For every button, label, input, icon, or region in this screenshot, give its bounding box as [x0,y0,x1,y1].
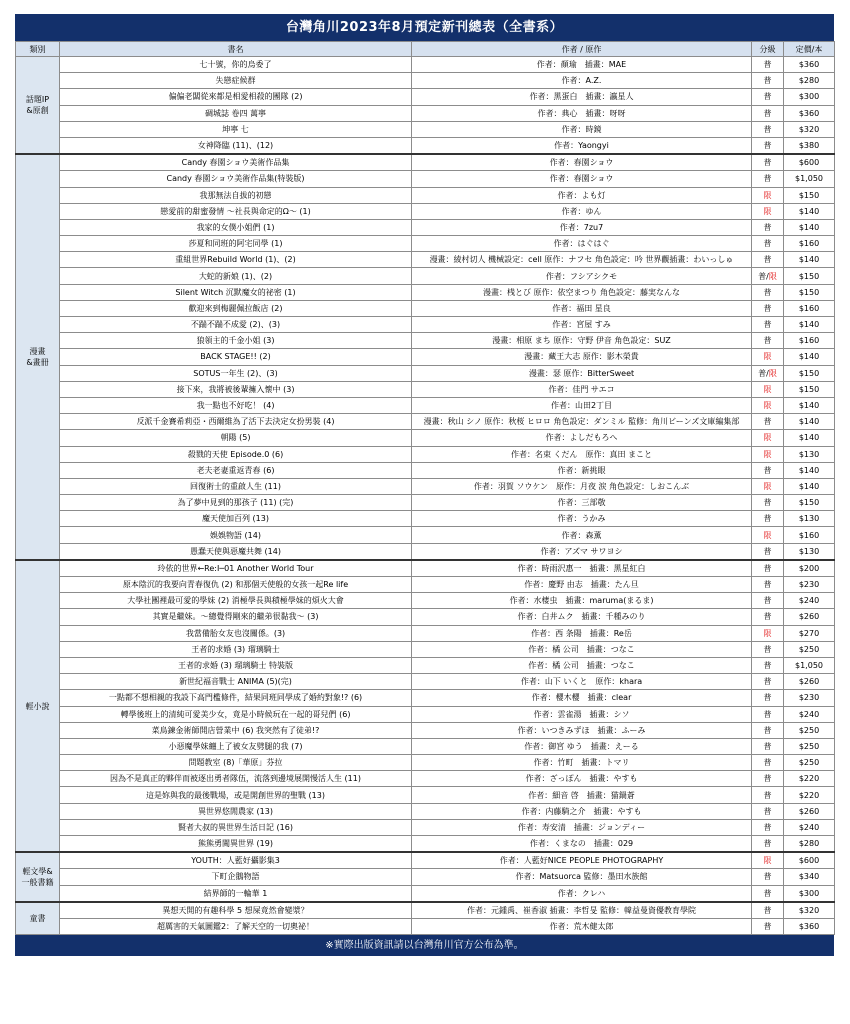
price-cell: $250 [784,641,835,657]
author-cell: 作者：アズマ サワヨシ [412,543,752,560]
rating-cell: 普 [752,300,784,316]
price-cell: $160 [784,236,835,252]
price-cell: $130 [784,543,835,560]
author-cell: 作者：元鍾禹、崔香淑 插畫：李哲旻 監修：韓益曼資優教育學院 [412,902,752,919]
table-row [16,609,835,625]
book-title-cell: 老夫老妻重返青春 (6) [60,462,412,478]
rating-cell: 普 [752,836,784,853]
book-title-cell: 我家的女僕小姐們 (1) [60,219,412,235]
rating-cell: 普 [752,706,784,722]
rating-cell: 限 [752,527,784,543]
table-row [16,89,835,105]
category-cell: 話題IP &原創 [16,57,60,155]
table-row [16,593,835,609]
price-cell: $250 [784,755,835,771]
rating-cell: 限 [752,446,784,462]
rating-cell: 普 [752,869,784,885]
price-cell: $230 [784,577,835,593]
book-title-cell: 我那無法自拔的初戀 [60,187,412,203]
author-cell: 作者：いつきみずほ 插畫：ふーみ [412,722,752,738]
table-row [16,252,835,268]
author-cell: 作者：福田 星良 [412,300,752,316]
author-cell: 作者：宮屋 すみ [412,317,752,333]
table-row [16,414,835,430]
table-row [16,527,835,543]
table-row [16,203,835,219]
table-row [16,511,835,527]
rating-cell: 限 [752,203,784,219]
rating-cell: 普 [752,803,784,819]
author-cell: 漫畫：秋山 シノ 原作：秋桜 ヒロロ 角色設定：ダンミル 監修：角川ビーンズ文庫編集部 [412,414,752,430]
table-row [16,690,835,706]
price-cell: $240 [784,593,835,609]
price-cell: $250 [784,738,835,754]
price-cell: $220 [784,787,835,803]
author-cell: 作者：雲雀湯 插畫：シソ [412,706,752,722]
book-title-cell: 新世紀福音戰士 ANIMA (5)(完) [60,674,412,690]
author-cell: 作者：西 条陽 插畫：Re岳 [412,625,752,641]
author-cell: 作者：荒木健太郎 [412,918,752,934]
rating-cell: 普 [752,219,784,235]
price-cell: $340 [784,869,835,885]
rating-cell: 普 [752,317,784,333]
author-cell: 作者：橘 公司 插畫：つなこ [412,641,752,657]
table-row [16,121,835,137]
book-title-cell: 朝陽 (5) [60,430,412,446]
book-title-cell: 女神降臨 (11)、(12) [60,137,412,154]
book-title-cell: 戀愛前的甜蜜發情 ～社長與命定的Ω～ (1) [60,203,412,219]
author-cell: 作者：細音 啓 插畫：猫鍋蒼 [412,787,752,803]
table-row [16,560,835,577]
rating-cell: 普 [752,154,784,171]
rating-cell: 限 [752,478,784,494]
price-cell: $320 [784,121,835,137]
table-row [16,236,835,252]
author-cell: 作者：ざっぽん 插畫：やすも [412,771,752,787]
rating-cell: 普 [752,57,784,73]
book-title-cell: 娛娛物語 (14) [60,527,412,543]
author-cell: 作者：黑蛋白 插畫：瀛星人 [412,89,752,105]
book-title-cell: 賢者大叔的異世界生活日記 (16) [60,819,412,835]
author-cell: 漫畫：綾村切人 機械設定：cell 原作：ナフセ 角色設定：吟 世界觀插畫：わいっしゅ [412,252,752,268]
rating-cell: 普 [752,511,784,527]
price-cell: $240 [784,706,835,722]
header-category: 類別 [16,42,60,57]
book-title-cell: 反派千金賽希莉亞・西爾維為了活下去決定女扮男裝 (4) [60,414,412,430]
price-cell: $150 [784,268,835,284]
table-row [16,819,835,835]
author-cell: 作者：山田2丁目 [412,397,752,413]
rating-cell: 普 [752,252,784,268]
rating-cell: 普 [752,236,784,252]
price-cell: $140 [784,252,835,268]
catalog-frame [15,14,834,956]
table-row [16,478,835,494]
rating-cell: 限 [752,381,784,397]
author-cell: 作者：フシアシクモ [412,268,752,284]
rating-cell: 普 [752,771,784,787]
price-cell: $280 [784,836,835,853]
author-cell: 作者：白井ムク 插畫：千種みのり [412,609,752,625]
table-row [16,57,835,73]
book-title-cell: 菜鳥鍊金術師開店營業中 (6) 我突然有了徒弟!? [60,722,412,738]
author-cell: 漫畫：桟とび 原作：依空まつり 角色設定：藤実なんな [412,284,752,300]
rating-cell: 普 [752,722,784,738]
table-row [16,674,835,690]
footer-note: ※實際出版資訊請以台灣角川官方公布為準。 [15,935,834,956]
rating-cell: 普 [752,560,784,577]
rating-cell: 限 [752,430,784,446]
table-row [16,577,835,593]
author-cell: 作者：A.Z. [412,73,752,89]
rating-cell: 限 [752,187,784,203]
book-title-cell: 大學社團裡最可愛的學妹 (2) 消極學長與積極學妹的煩火大會 [60,593,412,609]
price-cell: $360 [784,57,835,73]
book-title-cell: 為了夢中見到的那孩子 (11) (完) [60,495,412,511]
category-cell: 輕文學& 一般書籍 [16,852,60,902]
table-row [16,543,835,560]
price-cell: $230 [784,690,835,706]
rating-cell: 普/限 [752,268,784,284]
author-cell: 作者：新挑眼 [412,462,752,478]
price-cell: $600 [784,852,835,869]
author-cell: 作者：うかみ [412,511,752,527]
rating-cell: 普 [752,641,784,657]
author-cell: 作者：水棲虫 插畫：maruma(まるま) [412,593,752,609]
author-cell: 作者：御宮 ゆう 插畫：えーる [412,738,752,754]
table-row [16,836,835,853]
author-cell: 漫畫：藏王大志 原作：影木榮貴 [412,349,752,365]
book-title-cell: 碉城誌 卷四 萬寧 [60,105,412,121]
price-cell: $140 [784,478,835,494]
category-cell: 童書 [16,902,60,935]
price-cell: $140 [784,203,835,219]
category-cell: 輕小說 [16,560,60,852]
table-row [16,397,835,413]
author-cell: 作者：橘 公司 插畫：つなこ [412,657,752,673]
book-title-cell: 大蛇的新娘 (1)、(2) [60,268,412,284]
table-row [16,349,835,365]
book-title-cell: 其實是繼妹。～總覺得剛來的繼弟很黏我～ (3) [60,609,412,625]
book-title-cell: 小惡魔學妹纏上了被女友劈腿的我 (7) [60,738,412,754]
rating-cell: 普 [752,787,784,803]
catalog-table [15,41,835,935]
price-cell: $150 [784,495,835,511]
book-title-cell: 我一點也不好吃！ (4) [60,397,412,413]
catalog-body [16,57,835,935]
table-row [16,755,835,771]
price-cell: $200 [784,560,835,577]
author-cell: 作者：クレハ [412,885,752,902]
table-row [16,73,835,89]
author-cell: 作者：櫻木櫻 插畫：clear [412,690,752,706]
price-cell: $150 [784,284,835,300]
price-cell: $1,050 [784,171,835,187]
table-row [16,852,835,869]
rating-cell: 普 [752,738,784,754]
book-title-cell: 不踹不踹不成愛 (2)、(3) [60,317,412,333]
book-title-cell: 問題教室 (8)「華原」芬拉 [60,755,412,771]
author-cell: 作者：典心 插畫：呀呀 [412,105,752,121]
book-title-cell: 熊熊勇闖異世界 (19) [60,836,412,853]
price-cell: $250 [784,722,835,738]
table-row [16,219,835,235]
author-cell: 作者：7zu7 [412,219,752,235]
author-cell: 作者：時雨沢惠一 插畫：黑星紅白 [412,560,752,577]
table-row [16,738,835,754]
price-cell: $140 [784,219,835,235]
table-row [16,381,835,397]
price-cell: $360 [784,105,835,121]
author-cell: 作者：羽賀 ソウケン 原作：月夜 涙 角色設定：しおこんぶ [412,478,752,494]
rating-cell: 普 [752,593,784,609]
table-row [16,641,835,657]
book-title-cell: 異想天開的有趣科學 5 想屎竟然會變漿？ [60,902,412,919]
book-title-cell: 異世界悠閒農家 (13) [60,803,412,819]
price-cell: $130 [784,446,835,462]
book-title-cell: 狼領主的千金小姐 (3) [60,333,412,349]
price-cell: $380 [784,137,835,154]
rating-cell: 普 [752,543,784,560]
price-cell: $270 [784,625,835,641]
table-row [16,105,835,121]
author-cell: 作者：山下 いくと 原作：khara [412,674,752,690]
table-row [16,365,835,381]
author-cell: 作者：三部敬 [412,495,752,511]
book-title-cell: 結界師的一輪華 1 [60,885,412,902]
book-title-cell: 王者的求婚 (3) 瑠璃騎士 特裝版 [60,657,412,673]
price-cell: $280 [784,73,835,89]
book-title-cell: 玲依的世界←Re:I─01 Another World Tour [60,560,412,577]
book-title-cell: 下町企鵝物語 [60,869,412,885]
table-row [16,462,835,478]
table-row [16,657,835,673]
rating-cell: 限 [752,852,784,869]
price-cell: $150 [784,187,835,203]
book-title-cell: 接下來，我將被後輩擁入懷中 (3) [60,381,412,397]
rating-cell: 普 [752,171,784,187]
book-title-cell: 王者的求婚 (3) 瑠璃騎士 [60,641,412,657]
rating-cell: 普 [752,674,784,690]
rating-cell: 普 [752,657,784,673]
rating-cell: 限 [752,397,784,413]
rating-cell: 普 [752,755,784,771]
table-row [16,284,835,300]
price-cell: $150 [784,365,835,381]
rating-cell: 限 [752,625,784,641]
category-cell: 漫畫 &畫冊 [16,154,60,560]
table-row [16,625,835,641]
price-cell: $150 [784,381,835,397]
book-title-cell: SOTUS一年生 (2)、(3) [60,365,412,381]
price-cell: $360 [784,918,835,934]
book-title-cell: 原本陰沉的我要向青春復仇 (2) 和那個天使般的女孩一起Re life [60,577,412,593]
author-cell: 作者：時鏡 [412,121,752,137]
book-title-cell: 愚蠢天使與惡魔共舞 (14) [60,543,412,560]
price-cell: $160 [784,300,835,316]
book-title-cell: 重組世界Rebuild World (1)、(2) [60,252,412,268]
author-cell: 作者：Yaongyi [412,137,752,154]
table-row [16,902,835,919]
price-cell: $220 [784,771,835,787]
author-cell: 作者：人藍好NICE PEOPLE PHOTOGRAPHY [412,852,752,869]
table-row [16,300,835,316]
author-cell: 作者：森薰 [412,527,752,543]
book-title-cell: Candy 春園ショウ美術作品集(特裝版) [60,171,412,187]
price-cell: $140 [784,462,835,478]
author-cell: 作者：よしだもろへ [412,430,752,446]
rating-cell: 普 [752,609,784,625]
table-row [16,187,835,203]
rating-cell: 限 [752,349,784,365]
price-cell: $140 [784,349,835,365]
table-row [16,771,835,787]
price-cell: $140 [784,414,835,430]
book-title-cell: 超厲害的天氣圖鑑2：了解天空的一切奧祕！ [60,918,412,934]
table-row [16,787,835,803]
author-cell: 作者：内藤騎之介 插畫：やすも [412,803,752,819]
rating-cell: 普 [752,105,784,121]
price-cell: $160 [784,333,835,349]
price-cell: $320 [784,902,835,919]
price-cell: $300 [784,885,835,902]
rating-cell: 普 [752,690,784,706]
price-cell: $260 [784,609,835,625]
book-title-cell: 失戀症候群 [60,73,412,89]
rating-cell: 普 [752,333,784,349]
author-cell: 作者：顏瑜 插畫：MAE [412,57,752,73]
rating-cell: 普 [752,121,784,137]
book-title-cell: 歡迎來到梅麗佩拉飯店 (2) [60,300,412,316]
table-row [16,706,835,722]
rating-cell: 普 [752,885,784,902]
rating-cell: 普/限 [752,365,784,381]
author-cell: 作者：くまなの 插畫：029 [412,836,752,853]
header-author: 作者 / 原作 [412,42,752,57]
book-title-cell: Silent Witch 沉默魔女的祕密 (1) [60,284,412,300]
table-row [16,495,835,511]
book-title-cell: 魔天使加百列 (13) [60,511,412,527]
rating-cell: 普 [752,918,784,934]
author-cell: 作者：慶野 由志 插畫：たん旦 [412,577,752,593]
book-title-cell: 殺戮的天使 Episode.0 (6) [60,446,412,462]
price-cell: $240 [784,819,835,835]
book-title-cell: Candy 春園ショウ美術作品集 [60,154,412,171]
rating-cell: 普 [752,89,784,105]
rating-cell: 普 [752,902,784,919]
table-row [16,154,835,171]
table-row [16,268,835,284]
header-title: 書名 [60,42,412,57]
table-header-row [16,42,835,57]
author-cell: 作者：名束 くだん 原作：真田 まこと [412,446,752,462]
price-cell: $160 [784,527,835,543]
price-cell: $260 [784,803,835,819]
book-title-cell: BACK STAGE!! (2) [60,349,412,365]
table-row [16,171,835,187]
price-cell: $140 [784,397,835,413]
book-title-cell: 七十號，你的烏委了 [60,57,412,73]
author-cell: 作者：よも灯 [412,187,752,203]
book-title-cell: 坤寧 七 [60,121,412,137]
author-cell: 作者：竹町 插畫：トマリ [412,755,752,771]
author-cell: 作者：はぐはぐ [412,236,752,252]
header-price: 定價/本 [784,42,835,57]
author-cell: 作者：春園ショウ [412,171,752,187]
price-cell: $260 [784,674,835,690]
rating-cell: 普 [752,577,784,593]
price-cell: $140 [784,317,835,333]
price-cell: $130 [784,511,835,527]
table-row [16,317,835,333]
rating-cell: 普 [752,462,784,478]
table-row [16,430,835,446]
page-title: 台灣角川2023年8月預定新刊總表（全書系） [15,14,834,41]
price-cell: $1,050 [784,657,835,673]
table-row [16,803,835,819]
author-cell: 作者：佳門 サエコ [412,381,752,397]
price-cell: $600 [784,154,835,171]
author-cell: 漫畫：瑟 原作：BitterSweet [412,365,752,381]
rating-cell: 普 [752,284,784,300]
rating-cell: 普 [752,819,784,835]
rating-cell: 普 [752,137,784,154]
author-cell: 作者：ゆん [412,203,752,219]
header-rating: 分級 [752,42,784,57]
table-row [16,137,835,154]
book-title-cell: 偏偏老闆從來都是相愛相殺的團隊 (2) [60,89,412,105]
author-cell: 漫畫：相原 まち 原作：守野 伊音 角色設定：SUZ [412,333,752,349]
table-row [16,446,835,462]
book-title-cell: 因為不是真正的夥伴而被逐出勇者隊伍，流落到邊境展開慢活人生 (11) [60,771,412,787]
rating-cell: 普 [752,73,784,89]
price-cell: $140 [784,430,835,446]
book-title-cell: 一點都不想相親的我設下高門檻條件，結果同班同學成了婚約對象!? (6) [60,690,412,706]
table-row [16,869,835,885]
rating-cell: 普 [752,414,784,430]
book-title-cell: 轉學後班上的清純可愛美少女，竟是小時候玩在一起的哥兒們 (6) [60,706,412,722]
author-cell: 作者：Matsuorca 監修：墨田水族館 [412,869,752,885]
book-title-cell: 我當備胎女友也沒關係。(3) [60,625,412,641]
rating-cell: 普 [752,495,784,511]
book-title-cell: 回復術士的重啟人生 (11) [60,478,412,494]
table-row [16,885,835,902]
price-cell: $300 [784,89,835,105]
book-title-cell: YOUTH：人藍好攝影集3 [60,852,412,869]
book-title-cell: 這是妳與我的最後戰場，或是開創世界的聖戰 (13) [60,787,412,803]
author-cell: 作者：寿安清 插畫：ジョンディー [412,819,752,835]
table-row [16,918,835,934]
table-row [16,333,835,349]
author-cell: 作者：春園ショウ [412,154,752,171]
book-title-cell: 莎夏和同班的阿宅同學 (1) [60,236,412,252]
table-row [16,722,835,738]
